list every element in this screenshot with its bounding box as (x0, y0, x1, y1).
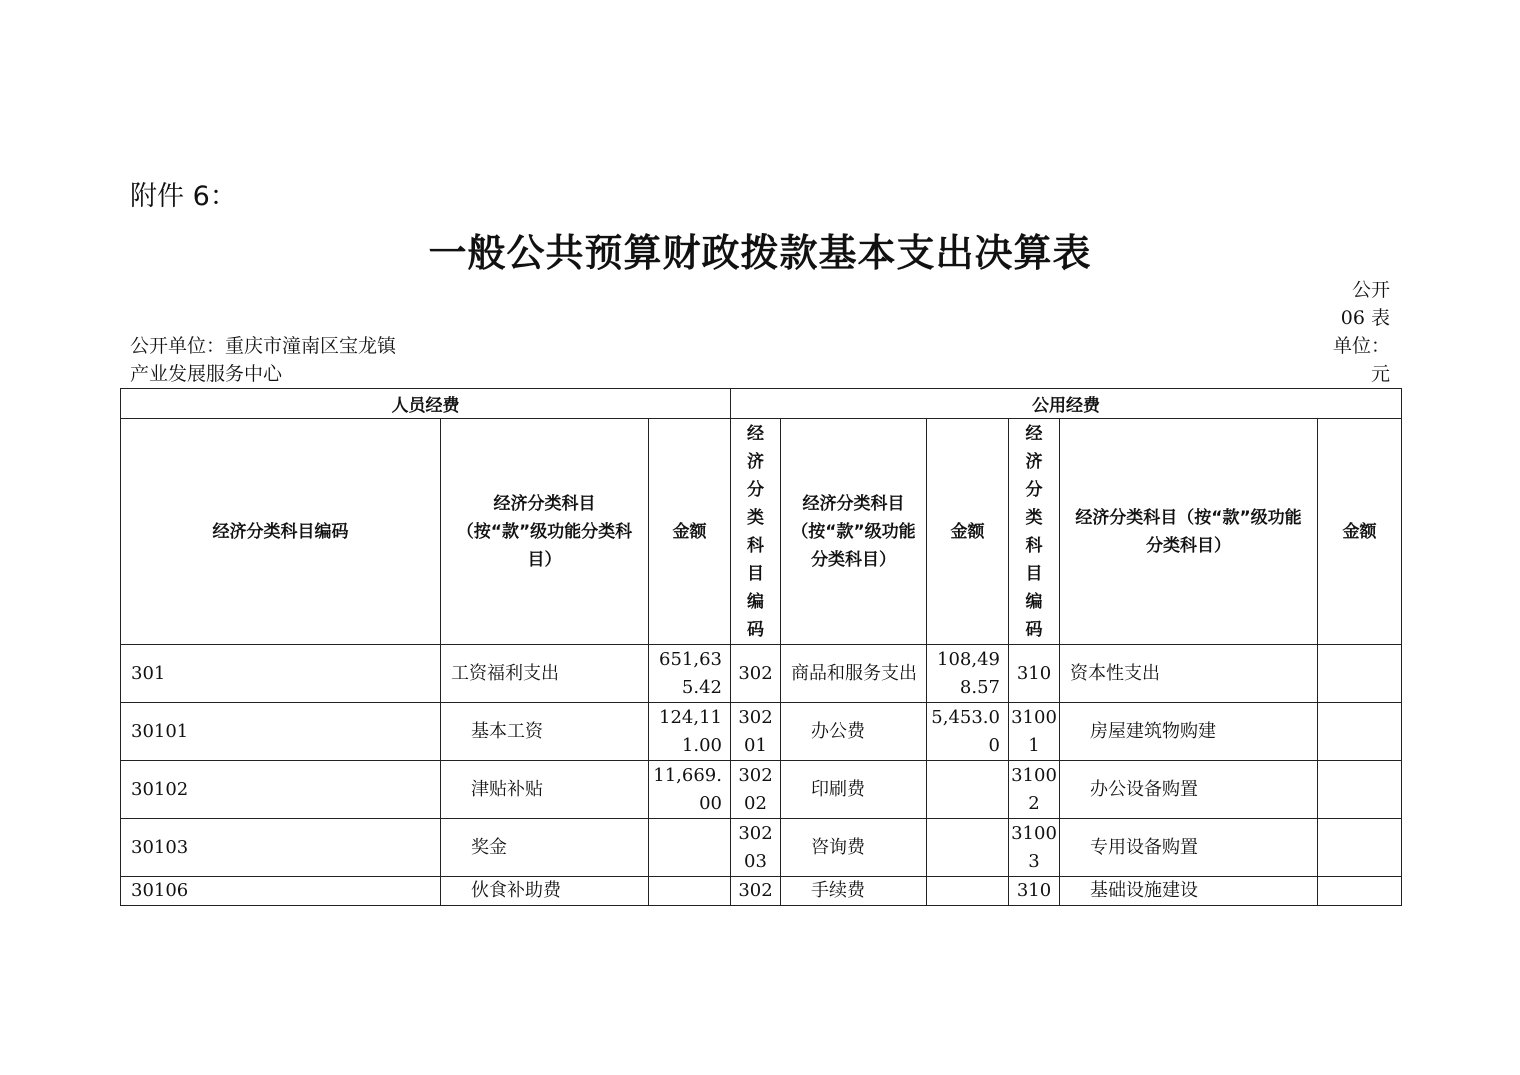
org-line1: 公开单位：重庆市潼南区宝龙镇 (130, 335, 397, 357)
personnel-name-cell: 伙食补助费 (441, 877, 649, 906)
goods-code-cell: 302 (731, 877, 781, 906)
capital-name-cell: 房屋建筑物购建 (1060, 703, 1318, 761)
capital-name-cell: 办公设备购置 (1060, 761, 1318, 819)
budget-table (120, 388, 1402, 906)
col-header-name: 经济分类科目（按“款”级功能分类科目） (441, 419, 649, 645)
unit-label-line2: 元 (1370, 363, 1390, 385)
capital-amount-cell (1318, 703, 1402, 761)
capital-code-cell: 31001 (1009, 703, 1060, 761)
personnel-name-cell: 津贴补贴 (441, 761, 649, 819)
capital-code-cell: 31003 (1009, 819, 1060, 877)
col-header-code-3-text: 经济分类科目编码 (1025, 423, 1043, 640)
col-header-code-2 (731, 419, 781, 645)
goods-amount-cell (927, 761, 1009, 819)
public-section-header: 公用经费 (731, 389, 1402, 419)
goods-name-cell: 办公费 (781, 703, 927, 761)
page-title: 一般公共预算财政拨款基本支出决算表 (428, 231, 1092, 275)
personnel-amount-cell (649, 877, 731, 906)
personnel-code-cell: 30103 (121, 819, 441, 877)
reporting-organization (130, 332, 396, 388)
org-line2: 产业发展服务中心 (130, 363, 283, 385)
personnel-amount-cell: 124,111.00 (649, 703, 731, 761)
table-row (121, 819, 1402, 877)
goods-name-cell: 印刷费 (781, 761, 927, 819)
personnel-section-header: 人员经费 (121, 389, 731, 419)
personnel-amount-cell: 651,635.42 (649, 645, 731, 703)
personnel-name-cell: 奖金 (441, 819, 649, 877)
goods-code-cell: 30201 (731, 703, 781, 761)
personnel-code-cell: 30101 (121, 703, 441, 761)
col-header-code: 经济分类科目编码 (121, 419, 441, 645)
capital-amount-cell (1318, 877, 1402, 906)
col-header-name-2: 经济分类科目（按“款”级功能分类科目） (781, 419, 927, 645)
personnel-amount-cell (649, 819, 731, 877)
capital-code-cell: 310 (1009, 877, 1060, 906)
capital-code-cell: 310 (1009, 645, 1060, 703)
capital-amount-cell (1318, 645, 1402, 703)
goods-amount-cell: 5,453.00 (927, 703, 1009, 761)
capital-name-cell: 资本性支出 (1060, 645, 1318, 703)
goods-code-cell: 30202 (731, 761, 781, 819)
personnel-code-cell: 301 (121, 645, 441, 703)
personnel-code-cell: 30102 (121, 761, 441, 819)
annex-label: 附件 6： (130, 181, 237, 212)
col-header-amount-3: 金额 (1318, 419, 1402, 645)
capital-name-cell: 专用设备购置 (1060, 819, 1318, 877)
capital-amount-cell (1318, 819, 1402, 877)
table-row (121, 645, 1402, 703)
capital-name-cell: 基础设施建设 (1060, 877, 1318, 906)
personnel-amount-cell: 11,669.00 (649, 761, 731, 819)
personnel-name-cell: 工资福利支出 (441, 645, 649, 703)
col-header-amount-2: 金额 (927, 419, 1009, 645)
table-row (121, 761, 1402, 819)
col-header-code-3 (1009, 419, 1060, 645)
goods-name-cell: 咨询费 (781, 819, 927, 877)
personnel-code-cell: 30106 (121, 877, 441, 906)
table-row (121, 703, 1402, 761)
col-header-code-2-text: 经济分类科目编码 (747, 423, 764, 640)
goods-code-cell: 30203 (731, 819, 781, 877)
col-header-amount: 金额 (649, 419, 731, 645)
goods-amount-cell (927, 877, 1009, 906)
goods-name-cell: 商品和服务支出 (781, 645, 927, 703)
capital-code-cell: 31002 (1009, 761, 1060, 819)
table-number-line2: 06 表 (1340, 307, 1390, 329)
capital-amount-cell (1318, 761, 1402, 819)
table-number-line1: 公开 (1351, 279, 1390, 301)
table-number-and-unit (1333, 276, 1390, 388)
goods-code-cell: 302 (731, 645, 781, 703)
goods-name-cell: 手续费 (781, 877, 927, 906)
table-row (121, 877, 1402, 906)
personnel-name-cell: 基本工资 (441, 703, 649, 761)
goods-amount-cell (927, 819, 1009, 877)
unit-label-line1: 单位： (1332, 335, 1390, 357)
col-header-name-3: 经济分类科目（按“款”级功能分类科目） (1060, 419, 1318, 645)
goods-amount-cell: 108,498.57 (927, 645, 1009, 703)
